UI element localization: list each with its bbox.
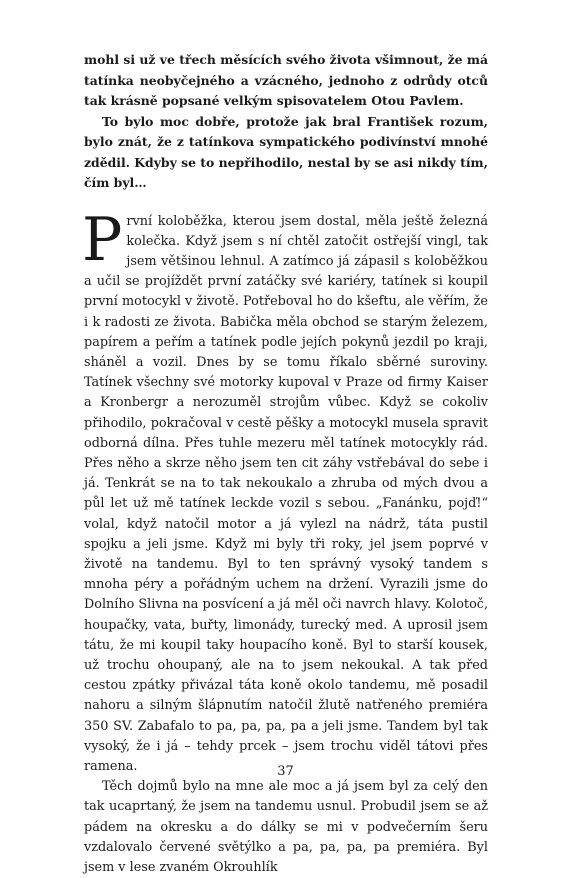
intro-section bbox=[84, 50, 488, 194]
intro-paragraph-1: mohl si už ve třech měsících svého života všimnout, že má tatínka neobyčejného a vzácného, jednoho z odrůdy otců tak krásně popsané velkým spisovatelem Otou Pavlem. bbox=[84, 50, 488, 112]
page-content bbox=[84, 50, 488, 878]
body-paragraph-1 bbox=[84, 212, 488, 778]
page-number: 37 bbox=[0, 764, 571, 779]
body-paragraph-1-text: rvní koloběžka, kterou jsem dostal, měla ještě železná kolečka. Když jsem s ní chtěl zatočit ostřejší vingl, tak jsem většinou lehnul. A zatímco já zápasil s koloběžkou a učil se projíždět první zatáčky své kariéry, tatínek si koupil první motocykl v životě. Potřeboval ho do kšeftu, ale věřím, že i k radosti ze života. Babička měla obchod se starým železem, papírem a peřím a tatínek podle jejích pokynů jezdil po kraji, sháněl a vozil. Dnes by se tomu říkalo sběrné suroviny. Tatínek všechny své motorky kupoval v Praze od firmy Kaiser a Kronbergr a nerozuměl strojům vůbec. Když se cokoliv přihodilo, pokračoval v cestě pěšky a motocykl musela spravit odborná dílna. Přes tuhle mezeru měl tatínek motocykly rád. Přes něho a skrze něho jsem ten cit záhy vstřebával do sebe i já. Tenkrát se na to tak nekoukalo a zhruba od mých dvou a půl let už mě tatínek leckde vozil s sebou. „Fanánku, pojď!“ volal, když natočil motor a já vylezl na nádrž, táta pustil spojku a jeli jsme. Když mi byly tři roky, jel jsem poprvé v životě na tandemu. Byl to ten správný vysoký tandem s mnoha péry a pořádným uchem na držení. Vyrazili jsme do Dolního Slivna na posvícení a já měl oči navrch hlavy. Kolotoč, houpačky, vata, buřty, limonády, turecký med. A uprosil jsem tátu, že mi koupil taky houpacího koně. Byl to starší kousek, už trochu ohoupaný, ale na to jsem nekoukal. A tak před cestou zpátky přivázal táta koně okolo tandemu, mě posadil nahoru a silným šlápnutím natočil žlutě natřeného premiéra 350 SV. Zabafalo to pa, pa, pa, pa a jeli jsme. Tandem byl tak vysoký, že i já – tehdy prcek – jsem trochu viděl tátovi přes ramena. bbox=[84, 214, 488, 774]
intro-paragraph-2: To bylo moc dobře, protože jak bral František rozum, bylo znát, že z tatínkova sympatického podivínství mnohé zdědil. Kdyby se to nepřihodilo, nestal by se asi nikdy tím, čím byl… bbox=[84, 112, 488, 194]
drop-cap: P bbox=[82, 215, 122, 265]
body-paragraph-2: Těch dojmů bylo na mne ale moc a já jsem byl za celý den tak ucaprtaný, že jsem na tandemu usnul. Probudil jsem se až pádem na okresku a do dálky se mi v podvečerním šeru vzdalovalo červené světýlko a pa, pa, pa, pa premiéra. Byl jsem v lese zvaném Okrouhlík bbox=[84, 777, 488, 878]
